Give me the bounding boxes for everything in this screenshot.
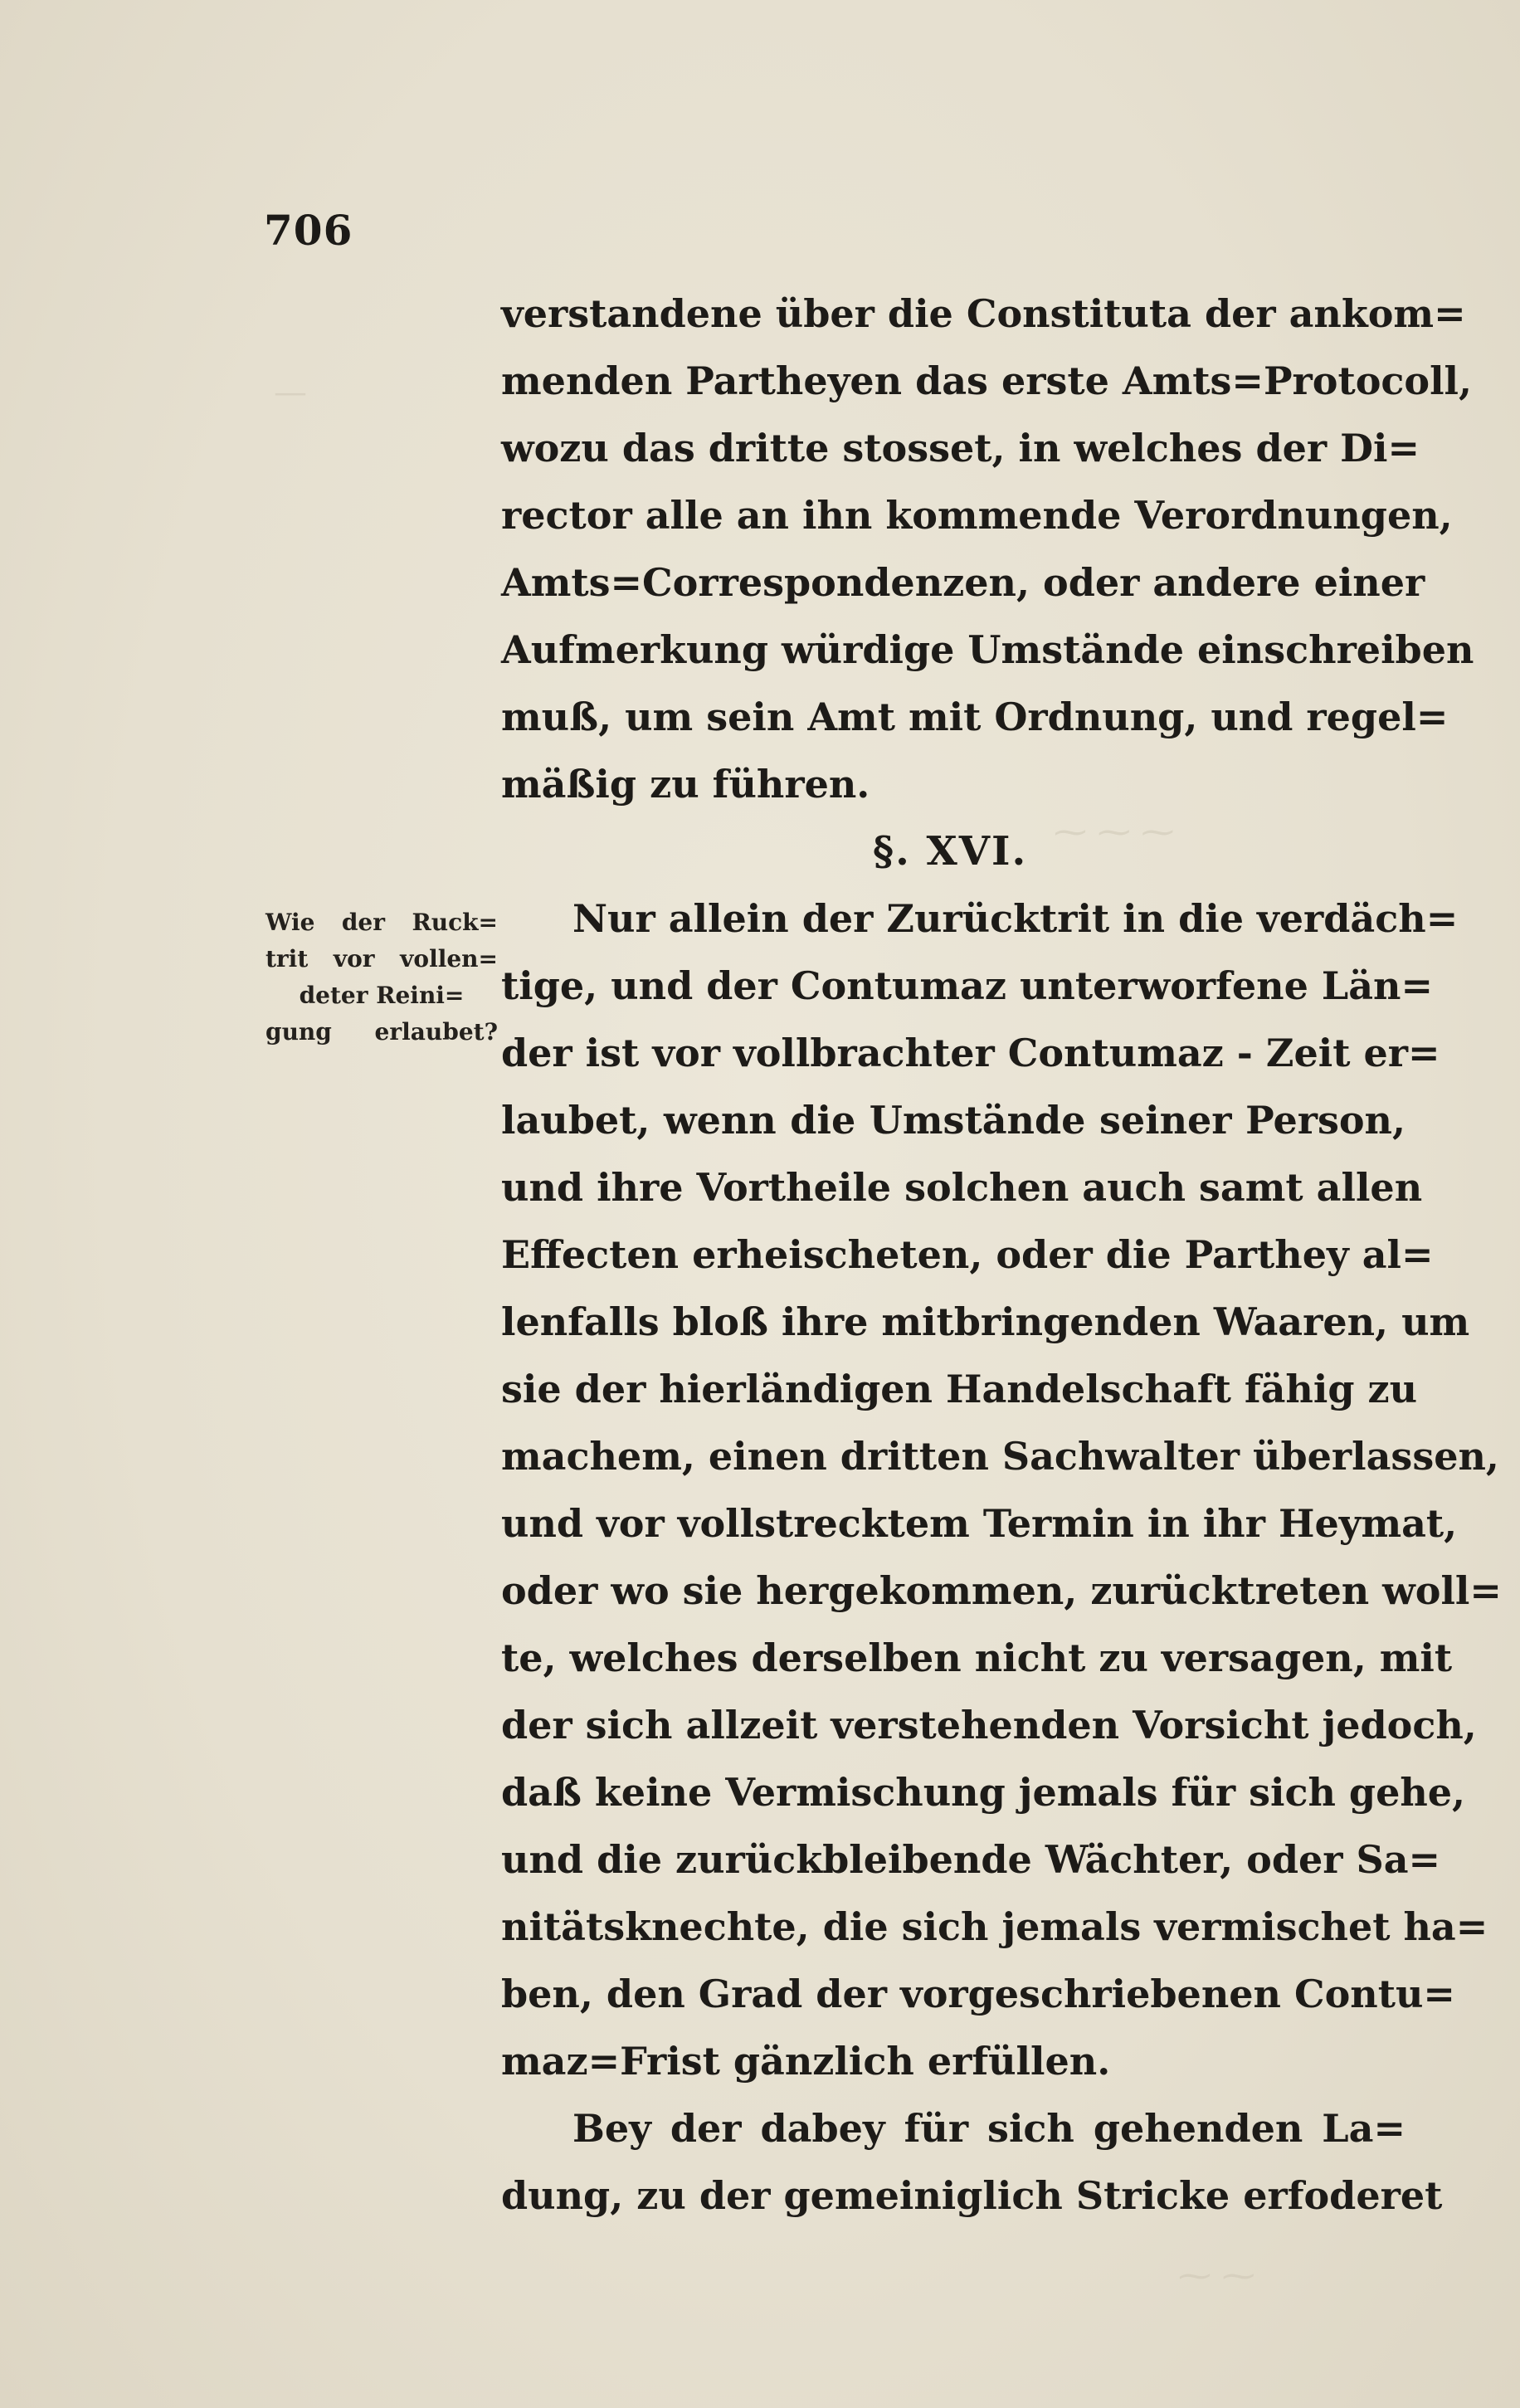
- text-line: te, welches derselben nicht zu versagen, mit: [501, 1635, 1453, 1680]
- marginal-note-line: gung erlaubet?: [266, 1018, 498, 1046]
- text-line: verstandene über die Constituta der ankom=: [501, 291, 1466, 336]
- text-line: dung, zu der gemeiniglich Stricke erfoderet: [501, 2173, 1443, 2218]
- bleed-through-mark: ⁓ ⁓ ⁓: [1054, 813, 1175, 851]
- text-line: machem, einen dritten Sachwalter überlassen,: [501, 1434, 1499, 1479]
- marginal-note-line: trit vor vollen=: [266, 945, 498, 972]
- text-line: menden Partheyen das erste Amts=Protocoll,: [501, 358, 1473, 403]
- text-line: daß keine Vermischung jemals für sich gehe,: [501, 1770, 1466, 1815]
- text-line: maz=Frist gänzlich erfüllen.: [501, 2039, 1111, 2084]
- text-line: laubet, wenn die Umstände seiner Person,: [501, 1098, 1406, 1143]
- text-line: wozu das dritte stosset, in welches der Di=: [501, 426, 1420, 470]
- text-line: lenfalls bloß ihre mitbringenden Waaren, um: [501, 1299, 1470, 1344]
- text-line: rector alle an ihn kommende Verordnungen,: [501, 493, 1453, 538]
- text-line: Amts=Correspondenzen, oder andere einer: [501, 560, 1425, 605]
- text-line: muß, um sein Amt mit Ordnung, und regel=: [501, 695, 1449, 739]
- text-line: und ihre Vortheile solchen auch samt allen: [501, 1165, 1423, 1210]
- body-text: [501, 280, 1502, 2230]
- text-line: Nur allein der Zurücktrit in die verdäch=: [572, 896, 1459, 941]
- text-line: und vor vollstrecktem Termin in ihr Heymat,: [501, 1501, 1458, 1546]
- text-line: oder wo sie hergekommen, zurücktreten woll=: [501, 1568, 1502, 1613]
- text-line: Effecten erheischeten, oder die Parthey al=: [501, 1232, 1434, 1277]
- text-line: der sich allzeit verstehenden Vorsicht jedoch,: [501, 1703, 1477, 1748]
- text-line: Bey der dabey für sich gehenden La=: [572, 2106, 1406, 2151]
- text-line: mäßig zu führen.: [501, 762, 870, 807]
- marginal-note-line: deter Reini=: [299, 982, 465, 1009]
- text-line: nitätsknechte, die sich jemals vermischet ha=: [501, 1904, 1488, 1949]
- bleed-through-mark: —: [274, 373, 307, 412]
- page-number: 706: [264, 206, 353, 255]
- text-line: Aufmerkung würdige Umstände einschreiben: [501, 627, 1474, 672]
- marginal-note: [266, 904, 498, 1050]
- text-line: der ist vor vollbrachter Contumaz - Zeit er=: [501, 1031, 1440, 1075]
- text-line: tige, und der Contumaz unterworfene Län=: [501, 963, 1434, 1008]
- text-line: sie der hierländigen Handelschaft fähig zu: [501, 1367, 1418, 1411]
- marginal-note-line: Wie der Ruck=: [266, 909, 498, 936]
- bleed-through-mark: ⁓ ⁓: [1178, 2257, 1255, 2295]
- text-line: und die zurückbleibende Wächter, oder Sa=: [501, 1837, 1441, 1882]
- text-line: ben, den Grad der vorgeschriebenen Contu=: [501, 1972, 1455, 2016]
- section-heading: §. XVI.: [873, 828, 1028, 875]
